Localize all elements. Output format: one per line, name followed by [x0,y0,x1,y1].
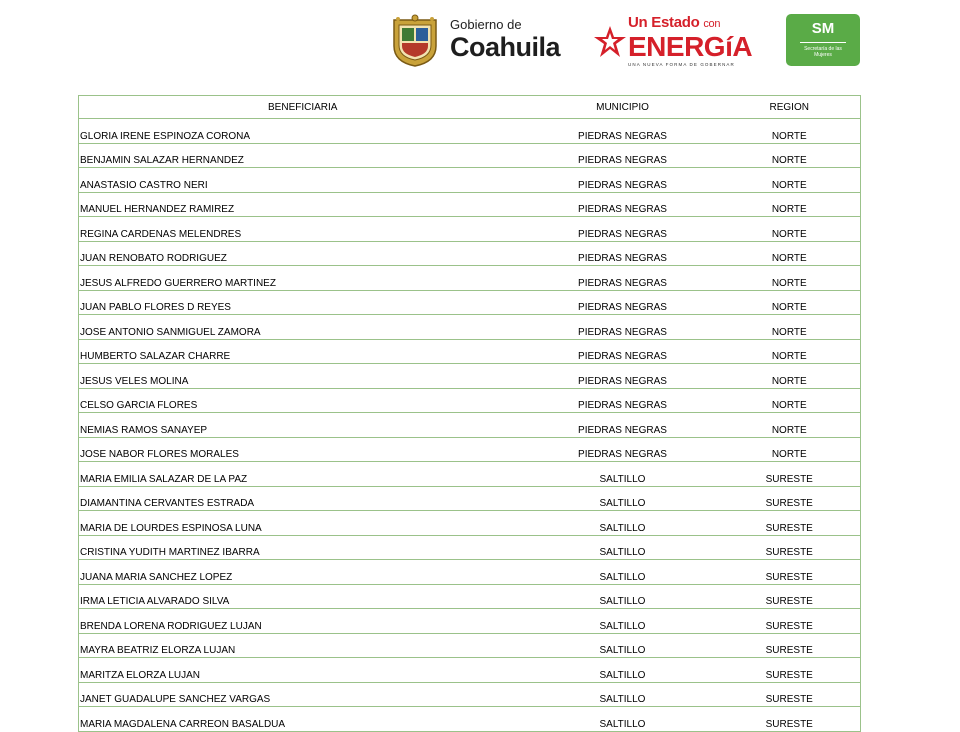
beneficiaria-cell: JANET GUADALUPE SANCHEZ VARGAS [79,682,527,707]
table-row [79,707,861,732]
region-cell: NORTE [719,315,861,340]
beneficiaria-cell: NEMIAS RAMOS SANAYEP [79,413,527,438]
region-cell: SURESTE [719,633,861,658]
energia-logo [592,12,762,70]
beneficiaria-cell: JOSE NABOR FLORES MORALES [79,437,527,462]
municipio-cell: PIEDRAS NEGRAS [527,290,719,315]
municipio-cell: SALTILLO [527,511,719,536]
region-cell: SURESTE [719,682,861,707]
header-logos [388,10,866,72]
beneficiaria-cell: JUAN RENOBATO RODRIGUEZ [79,241,527,266]
beneficiaria-cell: BRENDA LORENA RODRIGUEZ LUJAN [79,609,527,634]
municipio-cell: SALTILLO [527,609,719,634]
municipio-cell: SALTILLO [527,658,719,683]
beneficiaria-cell: JUAN PABLO FLORES D REYES [79,290,527,315]
municipio-cell: PIEDRAS NEGRAS [527,119,719,144]
table-row [79,241,861,266]
region-cell: NORTE [719,143,861,168]
energia-line1-suffix: con [703,18,721,30]
coahuila-logo [388,12,573,70]
energia-tagline: UNA NUEVA FORMA DE GOBERNAR [628,62,735,67]
beneficiaria-cell: CELSO GARCIA FLORES [79,388,527,413]
table-row [79,388,861,413]
table-row [79,584,861,609]
beneficiaria-cell: MAYRA BEATRIZ ELORZA LUJAN [79,633,527,658]
region-cell: NORTE [719,119,861,144]
region-cell: SURESTE [719,486,861,511]
column-header-municipio: MUNICIPIO [527,96,719,119]
energia-line1-main: Un Estado [628,14,700,31]
region-cell: NORTE [719,241,861,266]
table-row [79,119,861,144]
table-row [79,535,861,560]
table-row [79,217,861,242]
beneficiaria-cell: ANASTASIO CASTRO NERI [79,168,527,193]
municipio-cell: PIEDRAS NEGRAS [527,143,719,168]
beneficiaria-cell: MARITZA ELORZA LUJAN [79,658,527,683]
beneficiaria-cell: JESUS VELES MOLINA [79,364,527,389]
region-cell: SURESTE [719,462,861,487]
table-row [79,511,861,536]
region-cell: NORTE [719,388,861,413]
beneficiaries-table-wrapper [78,95,860,732]
energia-line2: ENERGíA [628,31,753,62]
region-cell: SURESTE [719,609,861,634]
coahuila-line1: Gobierno de [450,17,522,32]
region-cell: SURESTE [719,584,861,609]
sm-logo [786,14,860,66]
table-row [79,290,861,315]
municipio-cell: PIEDRAS NEGRAS [527,168,719,193]
municipio-cell: PIEDRAS NEGRAS [527,266,719,291]
beneficiaria-cell: REGINA CARDENAS MELENDRES [79,217,527,242]
beneficiaries-table [78,95,861,732]
municipio-cell: PIEDRAS NEGRAS [527,364,719,389]
table-row [79,315,861,340]
table-row [79,339,861,364]
municipio-cell: PIEDRAS NEGRAS [527,315,719,340]
municipio-cell: PIEDRAS NEGRAS [527,339,719,364]
region-cell: NORTE [719,437,861,462]
table-row [79,266,861,291]
region-cell: SURESTE [719,560,861,585]
coahuila-line2: Coahuila [450,32,561,62]
municipio-cell: SALTILLO [527,584,719,609]
energia-wordmark [628,14,762,68]
region-cell: SURESTE [719,707,861,732]
table-row [79,462,861,487]
beneficiaria-cell: JESUS ALFREDO GUERRERO MARTINEZ [79,266,527,291]
table-body [79,119,861,732]
table-row [79,682,861,707]
coahuila-seal-icon [390,14,440,68]
beneficiaria-cell: IRMA LETICIA ALVARADO SILVA [79,584,527,609]
region-cell: NORTE [719,290,861,315]
sm-name: Secretaría de las Mujeres [804,46,842,58]
coahuila-wordmark [450,18,560,62]
municipio-cell: PIEDRAS NEGRAS [527,241,719,266]
region-cell: NORTE [719,413,861,438]
region-cell: NORTE [719,192,861,217]
table-row [79,560,861,585]
region-cell: NORTE [719,364,861,389]
table-row [79,658,861,683]
table-row [79,143,861,168]
region-cell: SURESTE [719,511,861,536]
beneficiaria-cell: MARIA MAGDALENA CARREON BASALDUA [79,707,527,732]
region-cell: SURESTE [719,658,861,683]
municipio-cell: SALTILLO [527,560,719,585]
municipio-cell: PIEDRAS NEGRAS [527,217,719,242]
municipio-cell: SALTILLO [527,707,719,732]
beneficiaria-cell: MARIA EMILIA SALAZAR DE LA PAZ [79,462,527,487]
table-row [79,413,861,438]
table-row [79,486,861,511]
beneficiaria-cell: CRISTINA YUDITH MARTINEZ IBARRA [79,535,527,560]
sm-divider [800,42,846,43]
municipio-cell: SALTILLO [527,535,719,560]
beneficiaria-cell: GLORIA IRENE ESPINOZA CORONA [79,119,527,144]
beneficiaria-cell: DIAMANTINA CERVANTES ESTRADA [79,486,527,511]
table-header-row [79,96,861,119]
table-row [79,437,861,462]
table-row [79,168,861,193]
table-row [79,633,861,658]
beneficiaria-cell: HUMBERTO SALAZAR CHARRE [79,339,527,364]
municipio-cell: SALTILLO [527,633,719,658]
municipio-cell: PIEDRAS NEGRAS [527,413,719,438]
beneficiaria-cell: JUANA MARIA SANCHEZ LOPEZ [79,560,527,585]
beneficiaria-cell: JOSE ANTONIO SANMIGUEL ZAMORA [79,315,527,340]
municipio-cell: SALTILLO [527,462,719,487]
municipio-cell: PIEDRAS NEGRAS [527,192,719,217]
region-cell: NORTE [719,266,861,291]
table-row [79,609,861,634]
energia-star-icon [592,24,628,60]
municipio-cell: SALTILLO [527,682,719,707]
sm-abbr: SM [811,20,835,37]
table-row [79,192,861,217]
municipio-cell: PIEDRAS NEGRAS [527,388,719,413]
region-cell: NORTE [719,339,861,364]
beneficiaria-cell: BENJAMIN SALAZAR HERNANDEZ [79,143,527,168]
municipio-cell: PIEDRAS NEGRAS [527,437,719,462]
region-cell: NORTE [719,168,861,193]
region-cell: SURESTE [719,535,861,560]
column-header-region: REGION [719,96,861,119]
beneficiaria-cell: MANUEL HERNANDEZ RAMIREZ [79,192,527,217]
table-row [79,364,861,389]
beneficiaria-cell: MARIA DE LOURDES ESPINOSA LUNA [79,511,527,536]
region-cell: NORTE [719,217,861,242]
municipio-cell: SALTILLO [527,486,719,511]
column-header-beneficiaria: BENEFICIARIA [79,96,527,119]
